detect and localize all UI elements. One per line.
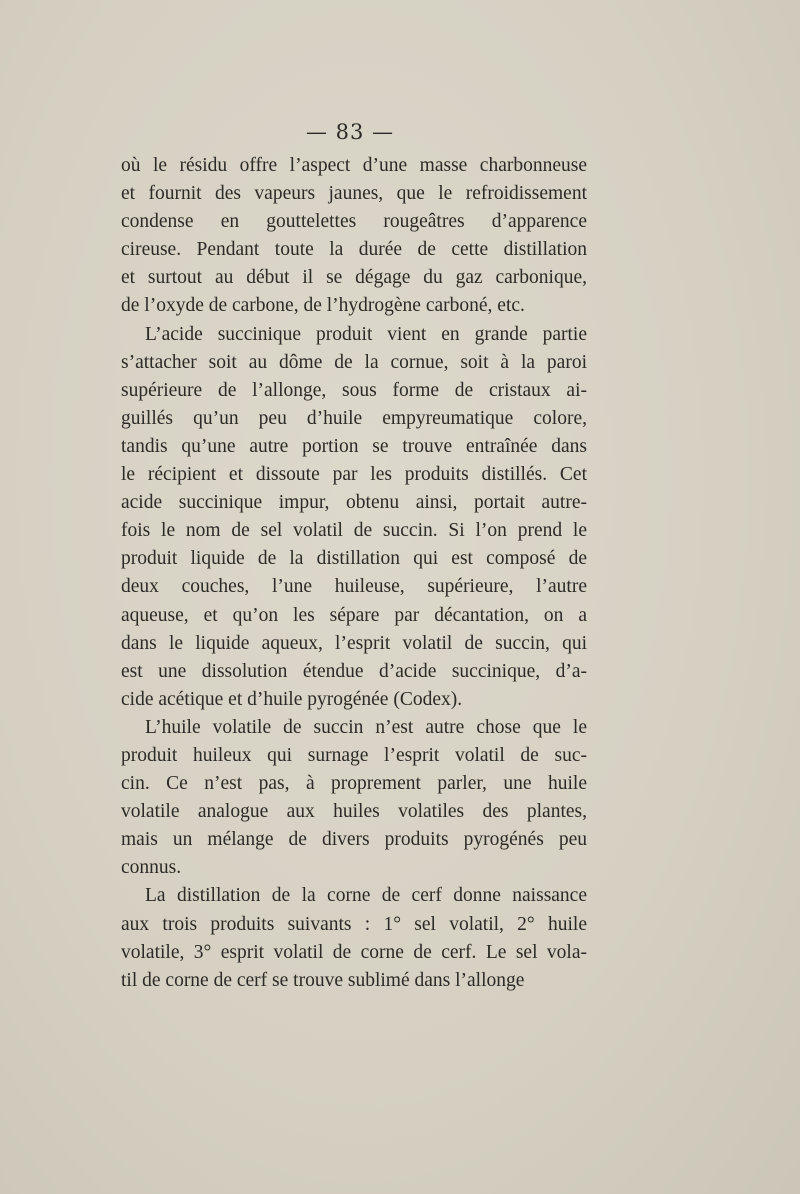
text-line: supérieure de l’allonge, sous forme de cristaux ai- <box>121 379 587 401</box>
text-line: mais un mélange de divers produits pyrogénés peu <box>121 829 587 851</box>
text-line: où le résidu offre l’aspect d’une masse charbonneuse <box>121 155 587 176</box>
text-line: guillés qu’un peu d’huile empyreumatique colore, <box>121 407 587 429</box>
text-line: et surtout au début il se dégage du gaz carbonique, <box>121 267 587 289</box>
text-line: de l’oxyde de carbone, de l’hydrogène carboné, etc. <box>121 295 525 317</box>
text-line: produit liquide de la distillation qui est composé de <box>121 548 587 570</box>
text-line: cireuse. Pendant toute la durée de cette distillation <box>121 239 587 261</box>
text-line: L’huile volatile de succin n’est autre chose que le <box>145 716 587 738</box>
text-line: fois le nom de sel volatil de succin. Si l’on prend le <box>121 520 587 542</box>
text-line: tandis qu’une autre portion se trouve entraînée dans <box>121 435 587 457</box>
page-number: — 83 — <box>305 120 395 144</box>
text-line: et fournit des vapeurs jaunes, que le refroidissement <box>121 183 587 205</box>
body-text <box>121 152 587 995</box>
text-line: volatile, 3° esprit volatil de corne de cerf. Le sel vola- <box>121 941 587 963</box>
text-line: acide succinique impur, obtenu ainsi, portait autre- <box>121 492 587 514</box>
text-line: cin. Ce n’est pas, à proprement parler, une huile <box>121 773 587 795</box>
text-line: L’acide succinique produit vient en grande partie <box>145 323 587 345</box>
text-line: dans le liquide aqueux, l’esprit volatil de succin, qui <box>121 632 587 654</box>
text-line: condense en gouttelettes rougeâtres d’apparence <box>121 211 587 233</box>
text-line: La distillation de la corne de cerf donne naissance <box>145 885 587 907</box>
text-line: cide acétique et d’huile pyrogénée (Codex). <box>121 688 463 710</box>
text-line: aux trois produits suivants : 1° sel volatil, 2° huile <box>121 913 587 935</box>
text-line: volatile analogue aux huiles volatiles des plantes, <box>121 801 587 823</box>
text-line: til de corne de cerf se trouve sublimé dans l’allonge <box>121 969 525 991</box>
text-line: connus. <box>121 857 182 879</box>
text-line: le récipient et dissoute par les produits distillés. Cet <box>121 464 587 486</box>
text-line: aqueuse, et qu’on les sépare par décantation, on a <box>121 604 587 626</box>
text-line: s’attacher soit au dôme de la cornue, soit à la paroi <box>121 351 587 373</box>
text-line: deux couches, l’une huileuse, supérieure, l’autre <box>121 576 587 598</box>
text-line: produit huileux qui surnage l’esprit volatil de suc- <box>121 744 587 766</box>
text-line: est une dissolution étendue d’acide succinique, d’a- <box>121 660 587 682</box>
